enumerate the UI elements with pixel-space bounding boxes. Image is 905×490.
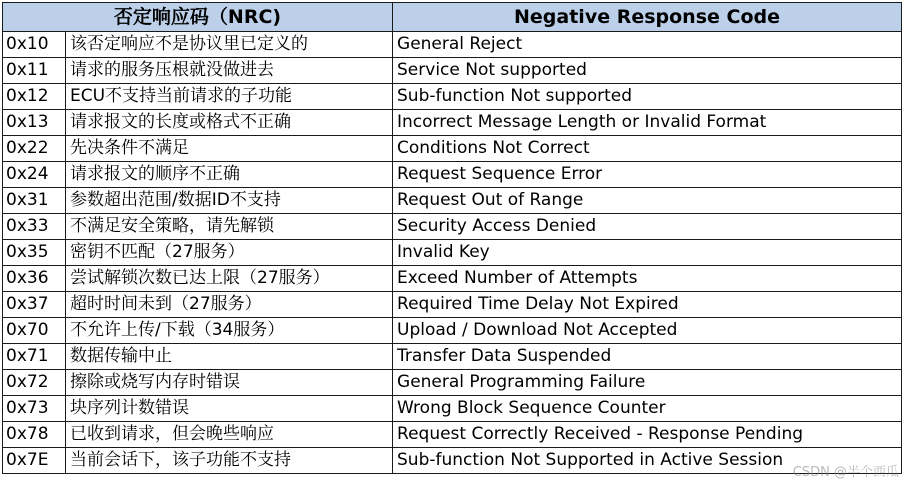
nrc-description-cn-cell: 先决条件不满足 (66, 136, 393, 162)
nrc-description-en-cell: Required Time Delay Not Expired (393, 292, 902, 318)
nrc-description-en-cell: Exceed Number of Attempts (393, 266, 902, 292)
nrc-description-cn-cell: ECU不支持当前请求的子功能 (66, 84, 393, 110)
table-row (3, 422, 902, 448)
nrc-description-cn-cell: 不允许上传/下载（34服务） (66, 318, 393, 344)
header-nrc-cn: 否定响应码（NRC) (3, 3, 393, 32)
table-row (3, 396, 902, 422)
header-nrc-en: Negative Response Code (393, 3, 902, 32)
table-row (3, 292, 902, 318)
nrc-description-cn-cell: 密钥不匹配（27服务） (66, 240, 393, 266)
table-row (3, 344, 902, 370)
nrc-code-cell: 0x73 (3, 396, 66, 422)
nrc-description-cn-cell: 当前会话下，该子功能不支持 (66, 448, 393, 474)
table-row (3, 84, 902, 110)
nrc-description-en-cell: Sub-function Not Supported in Active Session (393, 448, 902, 474)
watermark: CSDN @半个西瓜 (792, 465, 899, 480)
table-row (3, 162, 902, 188)
nrc-description-en-cell: General Reject (393, 32, 902, 58)
nrc-description-en-cell: Upload / Download Not Accepted (393, 318, 902, 344)
table-row (3, 136, 902, 162)
nrc-code-cell: 0x10 (3, 32, 66, 58)
nrc-description-cn-cell: 不满足安全策略，请先解锁 (66, 214, 393, 240)
nrc-code-cell: 0x33 (3, 214, 66, 240)
nrc-code-cell: 0x11 (3, 58, 66, 84)
nrc-description-cn-cell: 擦除或烧写内存时错误 (66, 370, 393, 396)
nrc-code-cell: 0x31 (3, 188, 66, 214)
nrc-code-cell: 0x72 (3, 370, 66, 396)
nrc-description-cn-cell: 请求报文的顺序不正确 (66, 162, 393, 188)
nrc-code-cell: 0x78 (3, 422, 66, 448)
table-row (3, 240, 902, 266)
nrc-description-en-cell: Request Correctly Received - Response Pending (393, 422, 902, 448)
nrc-description-en-cell: Wrong Block Sequence Counter (393, 396, 902, 422)
nrc-description-en-cell: Security Access Denied (393, 214, 902, 240)
nrc-code-cell: 0x70 (3, 318, 66, 344)
table-row (3, 58, 902, 84)
nrc-description-cn-cell: 尝试解锁次数已达上限（27服务） (66, 266, 393, 292)
table-row (3, 266, 902, 292)
nrc-description-en-cell: Incorrect Message Length or Invalid Format (393, 110, 902, 136)
nrc-description-cn-cell: 请求报文的长度或格式不正确 (66, 110, 393, 136)
nrc-description-en-cell: Transfer Data Suspended (393, 344, 902, 370)
header-row (3, 3, 902, 32)
nrc-code-cell: 0x13 (3, 110, 66, 136)
nrc-description-cn-cell: 参数超出范围/数据ID不支持 (66, 188, 393, 214)
table-row (3, 188, 902, 214)
table-row (3, 370, 902, 396)
nrc-description-en-cell: Sub-function Not supported (393, 84, 902, 110)
table-row (3, 214, 902, 240)
table-row (3, 318, 902, 344)
nrc-table (2, 2, 902, 474)
nrc-code-cell: 0x24 (3, 162, 66, 188)
table-row (3, 110, 902, 136)
table-row (3, 32, 902, 58)
nrc-code-cell: 0x12 (3, 84, 66, 110)
nrc-description-cn-cell: 该否定响应不是协议里已定义的 (66, 32, 393, 58)
nrc-description-en-cell: General Programming Failure (393, 370, 902, 396)
nrc-code-cell: 0x7E (3, 448, 66, 474)
nrc-code-cell: 0x36 (3, 266, 66, 292)
nrc-description-cn-cell: 超时时间未到（27服务） (66, 292, 393, 318)
nrc-description-cn-cell: 请求的服务压根就没做进去 (66, 58, 393, 84)
nrc-code-cell: 0x35 (3, 240, 66, 266)
nrc-description-en-cell: Service Not supported (393, 58, 902, 84)
nrc-description-en-cell: Request Sequence Error (393, 162, 902, 188)
nrc-code-cell: 0x71 (3, 344, 66, 370)
nrc-code-cell: 0x22 (3, 136, 66, 162)
table-row (3, 448, 902, 474)
nrc-description-en-cell: Invalid Key (393, 240, 902, 266)
nrc-code-cell: 0x37 (3, 292, 66, 318)
nrc-description-cn-cell: 块序列计数错误 (66, 396, 393, 422)
nrc-description-en-cell: Conditions Not Correct (393, 136, 902, 162)
nrc-description-en-cell: Request Out of Range (393, 188, 902, 214)
nrc-description-cn-cell: 数据传输中止 (66, 344, 393, 370)
nrc-description-cn-cell: 已收到请求，但会晚些响应 (66, 422, 393, 448)
